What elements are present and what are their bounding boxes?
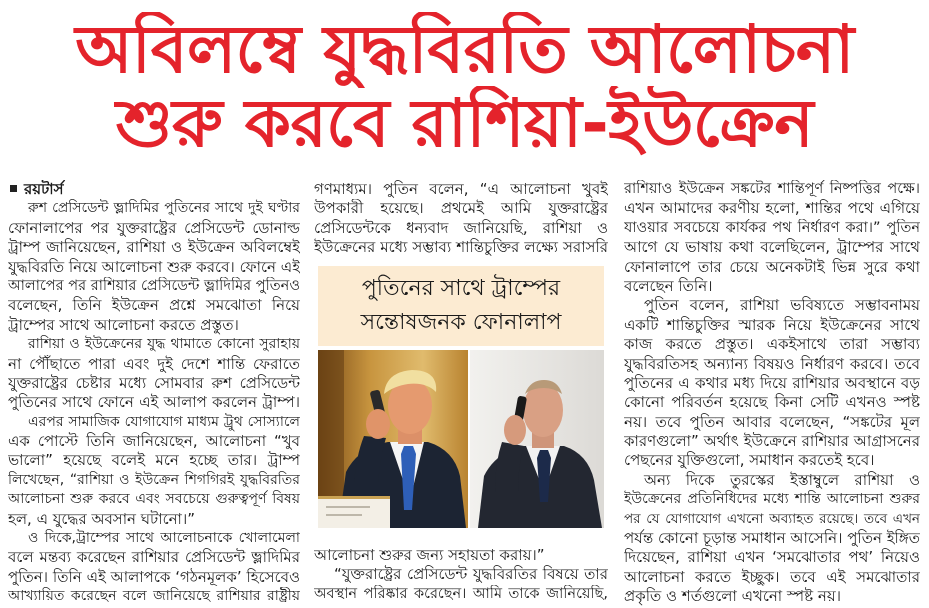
column-1 [8,180,300,607]
body-line: ও দিকে,ট্রাম্পের সাথে আলোচনাকে খোলামেলা [28,530,300,547]
body-line: পেছনের যুক্তিগুলো, সমাধান করতেই হবে। [624,451,875,470]
body-line: আলোচনা করতে ইচ্ছুক। তবে এই সমঝোতার [624,567,920,586]
headline-line-1: অবিলম্বে যুদ্ধবিরতি আলোচনা [75,12,854,88]
paragraph [8,335,300,413]
body-line: দিয়েছেন, রাশিয়া এখন ‘সমঝোতার পথ’ নিয়েও [624,548,920,567]
pull-quote-box [318,266,604,346]
paper-line [326,506,370,508]
body-line: কোনো পরিবর্তন হয়েছে কিনা সেটি এখনও স্পষ্ট [624,393,920,412]
hand [504,415,526,445]
body-line: একটি শান্তিচুক্তির স্মারক নিয়ে ইউক্রেনের সাথে [624,315,920,334]
body-line: এখন আমাদের করণীয় হলো, শান্তির পথে এগিয়ে [624,199,920,218]
body-line: পুতিন বলেন, রাশিয়া ভবিষ্যতে সম্ভাবনাময় [644,296,920,315]
headline-line-2: শুরু করবে রাশিয়া-ইউক্রেন [115,86,814,162]
paragraph [8,529,300,607]
paragraph [624,296,920,471]
body-line: আলোচনা শুরু করবে এবং সবচেয়ে গুরুত্বপূর্ণ বিষয় [8,491,300,508]
body-line: আগে যে ভাষায় কথা বলেছিলেন, ট্রাম্পের সাথে [624,238,920,257]
body-line: রাশিয়াও ইউক্রেন সঙ্কটের শান্তিপূর্ণ নিষ্পত্তির পক্ষে। [624,181,920,197]
column-2-bottom [314,546,608,604]
photo-divider [468,350,470,528]
body-line: প্রকৃতি ও শর্তগুলো এখনো স্পষ্ট নয়। [624,587,842,606]
body-line: যুদ্ধবিরতিসহ অন্যান্য বিষয়ও নির্ধারণ করবে। তবে [624,354,920,373]
right-photo-putin [470,350,604,528]
body-line: প্রেসিডেন্টকে ধন্যবাদ জানিয়েছি, রাশিয়া ও [314,218,608,237]
byline-text: রয়টার্স [24,180,64,198]
body-line: কাজ করতে প্রস্তুত। একইসাথে তারা সম্ভাব্য [624,335,920,354]
body-line: আলাপের পর রাশিয়ার প্রেসিডেন্ট ভ্লাদিমির পুতিনও [8,277,300,294]
body-line: না পৌঁছাতে পারা এবং দুই দেশে শান্তি ফেরাতে [8,354,300,373]
body-line: এরপর সামাজিক যোগাযোগ মাধ্যম ট্রুথ সোস্যালে [28,413,300,430]
pull-quote-line-1: পুতিনের সাথে ট্রাম্পের [361,276,561,301]
body-line: পুতিনের সাথে ফোনে এই আলাপ করলেন ট্রাম্প। [8,393,300,412]
column-2-top [314,180,608,258]
body-line: বলেছেন, তিনি ইউক্রেন প্রশ্নে সমঝোতা নিয়ে [8,296,300,315]
body-line: বলেছেন তিনি। [624,276,713,295]
body-line: অবস্থান পরিষ্কার করেছেন। আমি তাকে জানিয়েছি, [314,585,608,602]
body-line: লিখেছেন, “রাশিয়া ও ইউক্রেন শিগগিরই যুদ্ধবিরতির [8,471,300,488]
column-3 [624,180,920,607]
body-line: ফোনালাপের পর যুক্তরাষ্ট্রের প্রেসিডেন্ট ডোনাল্ড [8,218,300,237]
body-line: ভালো” হয়েছে বলেই মনে হচ্ছে তার। ট্রাম্প [8,451,300,470]
paragraph [314,180,608,258]
body-line: বলে মন্তব্য করেছেন রাশিয়ার প্রেসিডেন্ট ভ্লাদিমির [8,548,300,567]
body-line: ট্রাম্পের সাথে আলোচনা করতে প্রস্তুত। [8,315,239,334]
body-line: হল, এ যুদ্ধের অবসান ঘটানো।” [8,509,196,528]
body-line: আখ্যায়িত করেছেন বলে জানিয়েছে রাশিয়ার রাষ্ট্রীয় [8,588,300,605]
paragraph [314,546,608,565]
square-bullet-icon [10,185,17,192]
body-line: আলোচনা শুরুর জন্য সহায়তা করায়।” [314,546,545,564]
body-line: পর্যন্ত কোনো চূড়ান্ত সমাধান আসেনি। পুতিন ইঙ্গিত [624,529,920,548]
paragraph [624,471,920,607]
body-line: ইউক্রেনের প্রতিনিধিদের মধ্যে শান্তি আলোচনা শুরুর [624,491,920,508]
paper-line [326,514,362,516]
paragraph [624,180,920,296]
body-line: পুতিন। তিনি এই আলাপকে ‘গঠনমূলক’ হিসেবেও [8,567,300,586]
body-line: রুশ প্রেসিডেন্ট ভ্লাদিমির পুতিনের সাথে দুই ঘণ্টার [28,200,300,217]
body-line: কারণগুলো” অর্থাৎ ইউক্রেনে রাশিয়ার আগ্রাসনের [624,432,920,451]
desk-papers [318,498,390,528]
body-line: গণমাধ্যম। পুতিন বলেন, “এ আলোচনা খুবই [314,180,608,198]
body-line: পর যে যোগাযোগ এখনো অব্যাহত রয়েছে। তবে এখন [624,510,920,527]
hand [366,409,390,439]
body-line: ফোনালাপে তার চেয়ে অনেকটাই ভিন্ন সুরে কথা [624,257,920,276]
body-line: যুক্তরাষ্ট্রের চেষ্টার মধ্যে সোমবার রুশ প্রেসিডেন্ট [8,373,300,392]
body-line: যাওয়ার সবচেয়ে কার্যকর পথ নির্ধারণ করা।” পুতিন [624,219,920,236]
body-line: ইউক্রেনের মধ্যে সম্ভাব্য শান্তিচুক্তির লক্ষ্যে সরাসরি [314,238,608,257]
body-line: এক পোস্টে তিনি জানিয়েছেন, আলোচনা “খুব [8,432,300,451]
body-line: যুদ্ধবিরতি নিয়ে আলোচনা শুরু করবে। ফোনে এই [8,257,300,276]
paragraph [8,199,300,335]
news-photo-illustration [318,350,604,528]
left-photo-trump [318,350,468,528]
body-line: “যুক্তরাষ্ট্রের প্রেসিডেন্ট যুদ্ধবিরতির বিষয়ে তার [334,565,608,584]
body-line: নয়। তবে পুতিন আবার বলেছেন, “সঙ্কটের মূল [624,412,920,431]
paragraph [314,565,608,604]
byline [8,180,300,199]
body-line: ট্রাম্প জানিয়েছেন, রাশিয়া ও ইউক্রেন অবিলম্বেই [8,238,300,257]
pull-quote-line-2: সন্তোষজনক ফোনালাপ [360,310,562,335]
news-photo [318,350,604,528]
body-line: রাশিয়া ও ইউক্রেনের যুদ্ধ থামাতে কোনো সুরাহায় [28,336,300,353]
body-line: অন্য দিকে তুরস্কের ইস্তাম্বুলে রাশিয়া ও [644,470,920,489]
body-line: পুতিনের এ কথার মধ্য দিয়ে রাশিয়ার অবস্থানে বড় [624,373,920,392]
body-line: উপকারী হয়েছে। প্রথমেই আমি যুক্তরাষ্ট্রের [314,199,608,218]
desk-edge [318,496,390,499]
paragraph [8,413,300,529]
